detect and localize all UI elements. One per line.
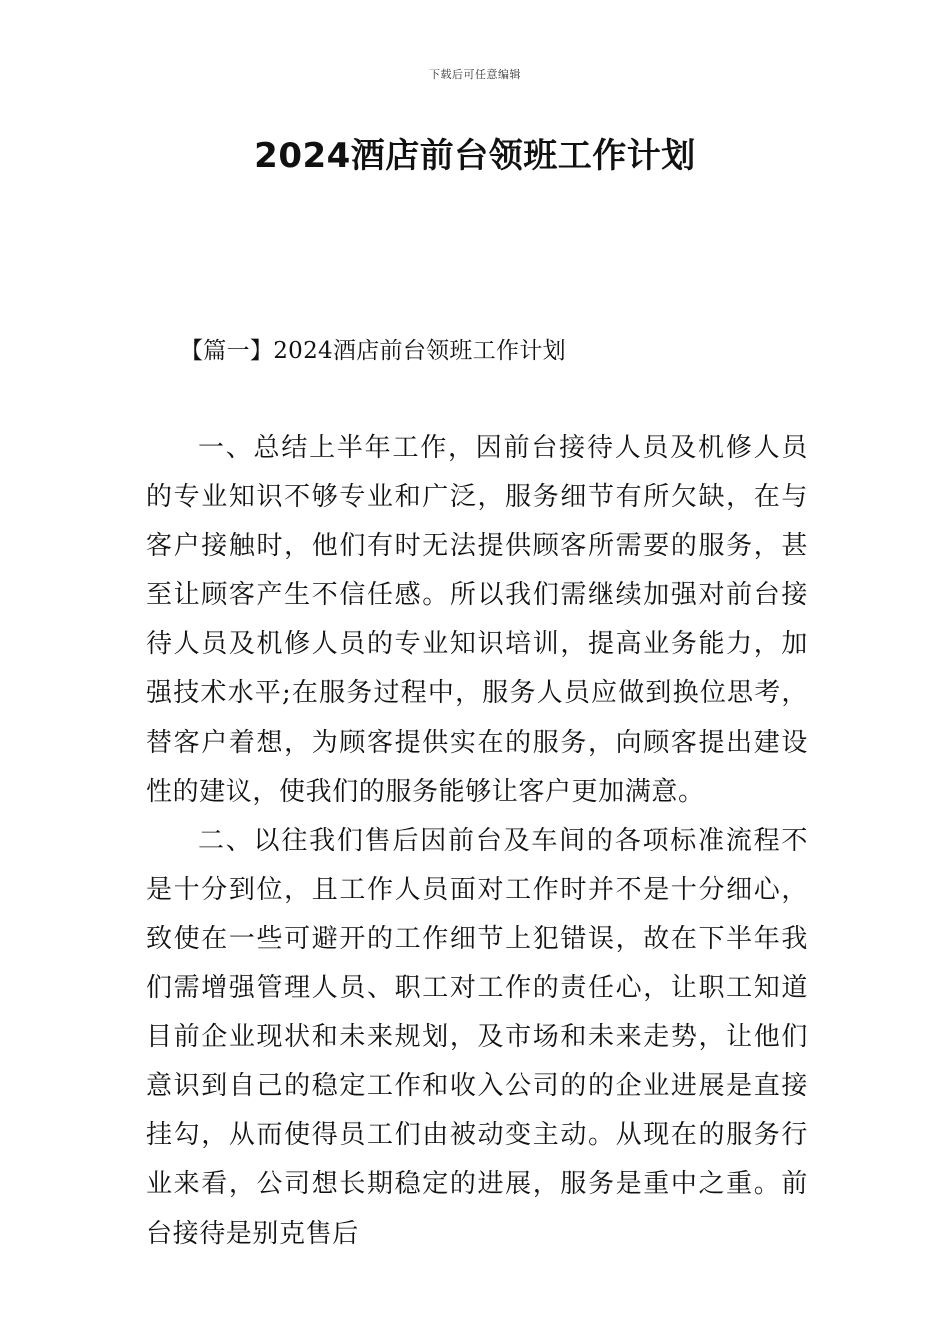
document-body xyxy=(146,424,808,1259)
paragraph-1: 一、总结上半年工作，因前台接待人员及机修人员的专业知识不够专业和广泛，服务细节有所欠缺，在与客户接触时，他们有时无法提供顾客所需要的服务，甚至让顾客产生不信任感。所以我们需继续加强对前台接待人员及机修人员的专业知识培训，提高业务能力，加强技术水平;在服务过程中，服务人员应做到换位思考，替客户着想，为顾客提供实在的服务，向顾客提出建设性的建议，使我们的服务能够让客户更加满意。 xyxy=(146,433,808,807)
paragraph-2: 二、以往我们售后因前台及车间的各项标准流程不是十分到位，且工作人员面对工作时并不是十分细心，致使在一些可避开的工作细节上犯错误，故在下半年我们需增强管理人员、职工对工作的责任心，让职工知道目前企业现状和未来规划，及市场和未来走势，让他们意识到自己的稳定工作和收入公司的的企业进展是直接挂勾，从而使得员工们由被动变主动。从现在的服务行业来看，公司想长期稳定的进展，服务是重中之重。前台接待是别克售后 xyxy=(146,825,808,1249)
document-title: 2024酒店前台领班工作计划 xyxy=(254,136,696,176)
section-heading: 【篇一】2024酒店前台领班工作计划 xyxy=(180,338,566,364)
header-note: 下载后可任意编辑 xyxy=(429,68,521,81)
